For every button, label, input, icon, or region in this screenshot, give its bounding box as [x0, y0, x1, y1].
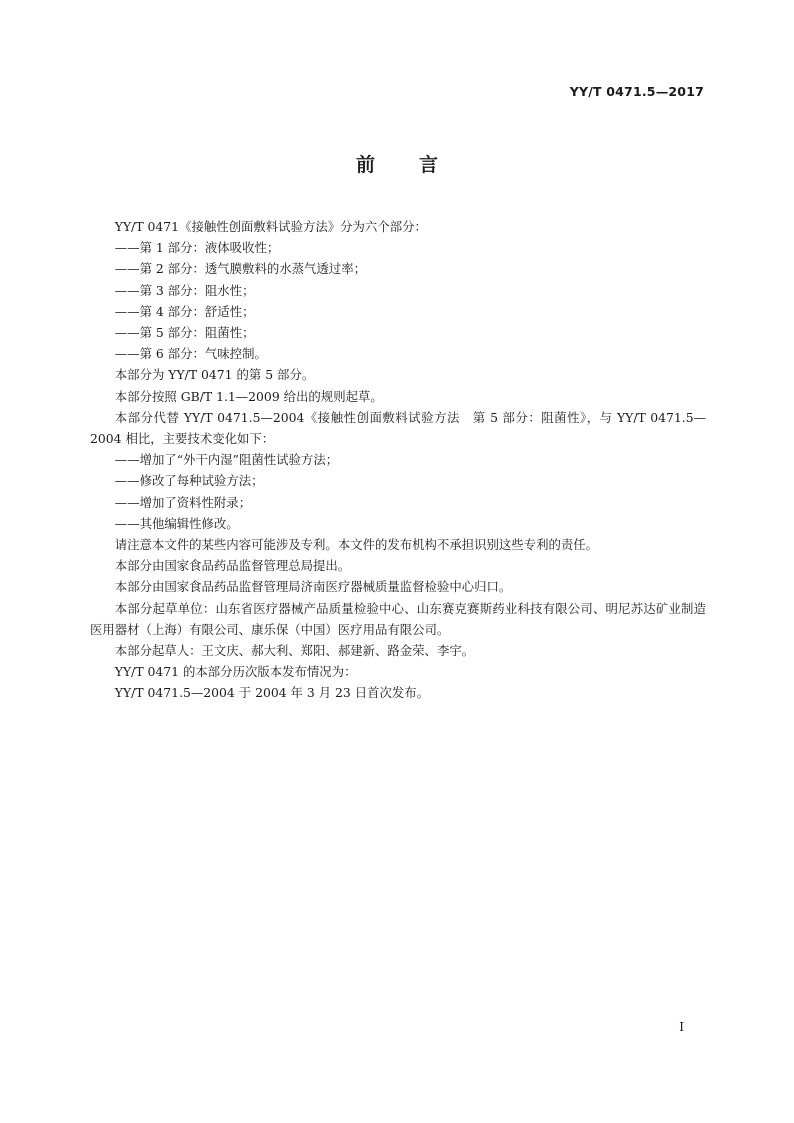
paragraph: 本部分起草单位：山东省医疗器械产品质量检验中心、山东赛克赛斯药业科技有限公司、明尼苏达矿业制造医用器材（上海）有限公司、康乐保（中国）医疗用品有限公司。 [90, 600, 706, 637]
document-body [90, 216, 706, 704]
list-item: ——第 6 部分：气味控制。 [114, 346, 267, 362]
paragraph: 本部分起草人：王文庆、郝大利、郑阳、郝建新、路金荣、李宇。 [114, 643, 475, 659]
paragraph: 本部分代替 YY/T 0471.5—2004《接触性创面敷料试验方法 第 5 部分：阻菌性》，与 YY/T 0471.5—2004 相比，主要技术变化如下： [90, 409, 706, 447]
list-item: ——增加了“外干内湿”阻菌性试验方法； [114, 452, 339, 468]
list-item: ——增加了资料性附录； [114, 494, 252, 510]
paragraph: YY/T 0471《接触性创面敷料试验方法》分为六个部分： [114, 219, 427, 234]
paragraph: 本部分由国家食品药品监督管理总局提出。 [114, 558, 351, 574]
paragraph: 本部分按照 GB/T 1.1—2009 给出的规则起草。 [114, 388, 383, 404]
list-item: ——第 1 部分：液体吸收性； [114, 240, 280, 256]
paragraph: 本部分为 YY/T 0471 的第 5 部分。 [114, 367, 315, 383]
list-item: ——其他编辑性修改。 [114, 515, 239, 531]
list-item: ——第 3 部分：阻水性； [114, 282, 255, 298]
list-item: ——第 2 部分：透气膜敷料的水蒸气透过率； [114, 261, 366, 277]
page-title: 前言 [355, 154, 482, 176]
page-number: I [679, 1020, 684, 1034]
list-item: ——修改了每种试验方法； [114, 473, 264, 489]
list-item: ——第 4 部分：舒适性； [114, 303, 255, 319]
paragraph: YY/T 0471.5—2004 于 2004 年 3 月 23 日首次发布。 [114, 685, 430, 701]
document-code: YY/T 0471.5—2017 [569, 84, 704, 99]
paragraph: YY/T 0471 的本部分历次版本发布情况为： [114, 664, 357, 680]
paragraph: 请注意本文件的某些内容可能涉及专利。本文件的发布机构不承担识别这些专利的责任。 [114, 537, 599, 553]
paragraph: 本部分由国家食品药品监督管理局济南医疗器械质量监督检验中心归口。 [114, 579, 512, 595]
list-item: ——第 5 部分：阻菌性； [114, 325, 255, 341]
